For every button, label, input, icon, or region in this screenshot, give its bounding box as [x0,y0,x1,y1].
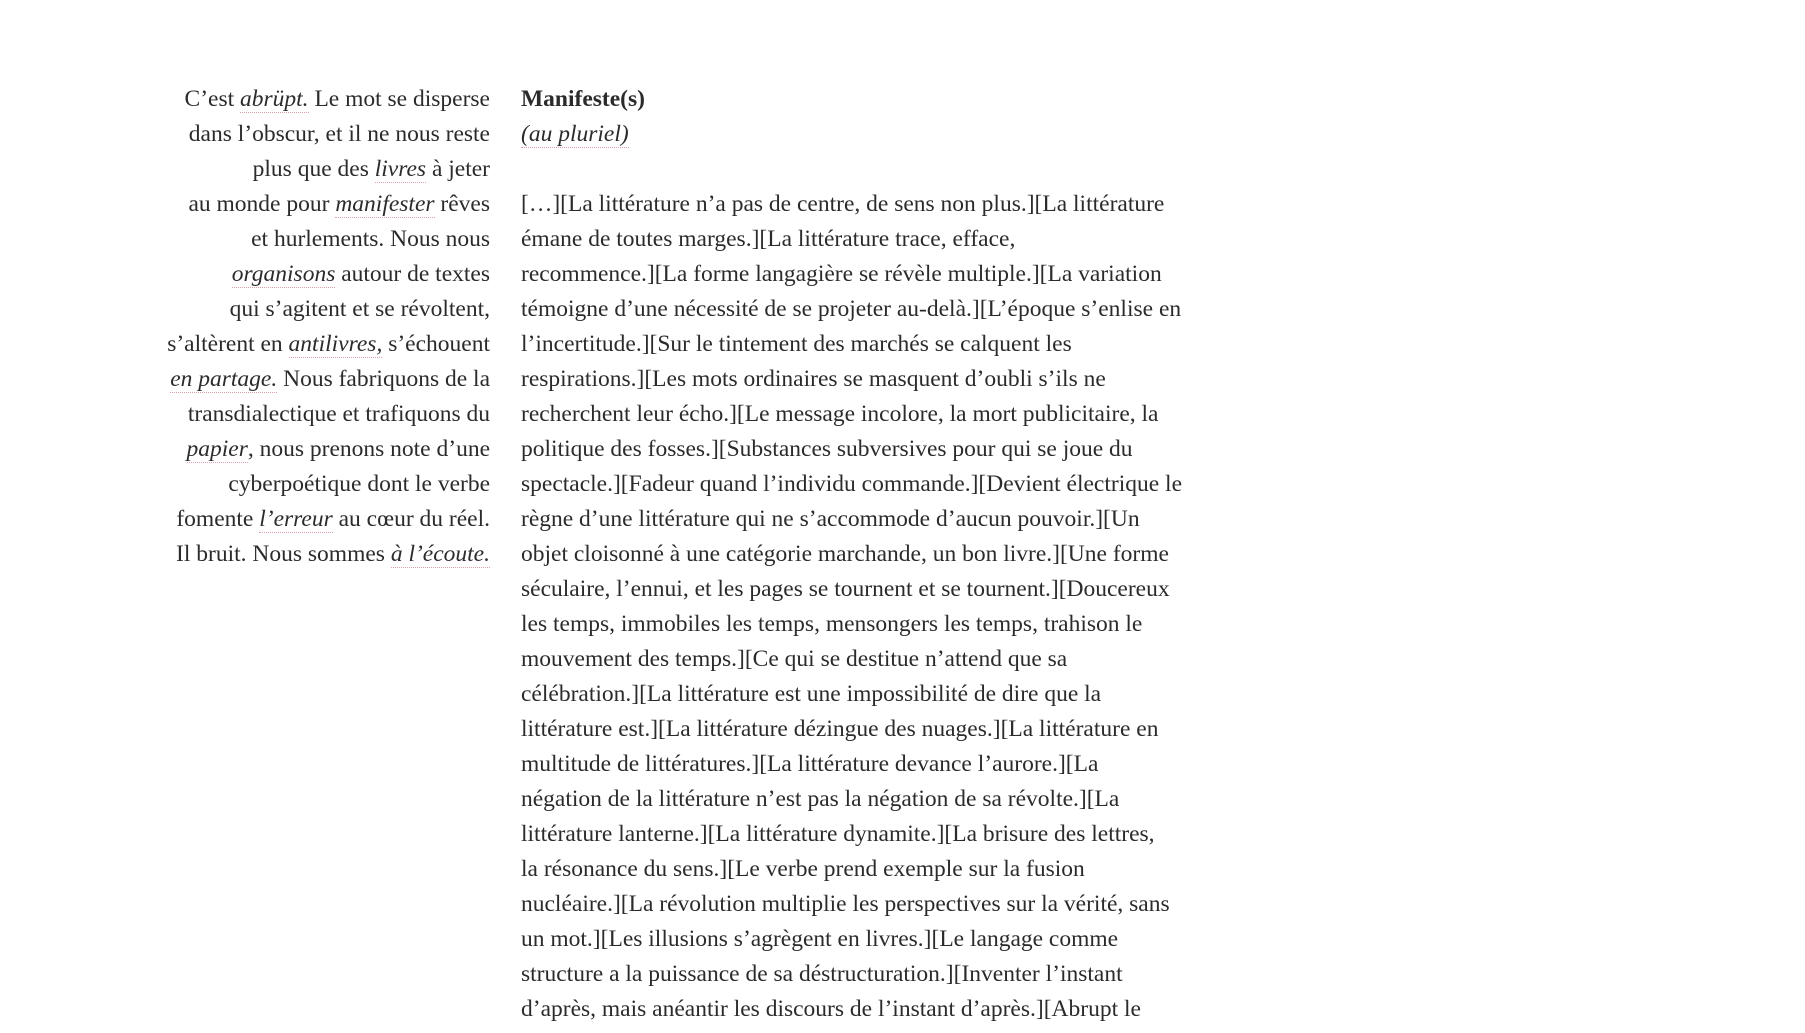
sidebar-line [140,467,490,502]
manifesto-line: mouvement des temps.][Ce qui se destitue n’attend que sa [521,646,1068,672]
manifesto-line: émane de toutes marges.][La littérature trace, efface, [521,226,1016,252]
manifesto-line: célébration.][La littérature est une impossibilité de dire que la [521,681,1102,707]
sidebar-text: plus que des [252,156,375,182]
sidebar-link[interactable]: organisons [231,261,336,287]
sidebar-text: s’altèrent en [167,331,289,357]
manifesto-line: règne d’une littérature qui ne s’accommode d’aucun pouvoir.][Un [521,506,1140,532]
sidebar-text: C’est [184,86,240,112]
manifesto-body [521,187,1241,1027]
sidebar-text: autour de textes [335,261,490,287]
sidebar-link[interactable]: abrüpt. [240,86,309,112]
sidebar-line [140,502,490,537]
sidebar-text: Le mot se disperse [308,86,490,112]
page-title: Manifeste(s) [521,86,645,112]
sidebar-line [140,327,490,362]
sidebar-link[interactable]: antilivres, [288,331,383,357]
sidebar-text: Il bruit. Nous sommes [176,541,391,567]
manifesto-line: politique des fosses.][Substances subversives pour qui se joue du [521,436,1133,462]
sidebar-line [140,82,490,117]
manifesto-line: recherchent leur écho.][Le message incolore, la mort publicitaire, la [521,401,1159,427]
manifesto-article [521,82,1241,1027]
sidebar-intro [140,82,490,572]
manifesto-line: littérature est.][La littérature dézingue des nuages.][La littérature en [521,716,1159,742]
manifesto-line: nucléaire.][La révolution multiplie les perspectives sur la vérité, sans [521,891,1170,917]
sidebar-line [140,187,490,222]
sidebar-text: fomente [176,506,260,532]
sidebar-link[interactable]: en partage. [170,366,278,392]
sidebar-line [140,397,490,432]
subtitle-line [521,117,1241,152]
sidebar-text: s’échouent [382,331,490,357]
manifesto-line: les temps, immobiles les temps, mensongers les temps, trahison le [521,611,1143,637]
sidebar-text: rêves [434,191,490,217]
manifesto-line: recommence.][La forme langagière se révèle multiple.][La variation [521,261,1162,287]
manifesto-line: séculaire, l’ennui, et les pages se tournent et se tournent.][Doucereux [521,576,1170,602]
sidebar-line [140,292,490,327]
sidebar-line [140,537,490,572]
sidebar-line [140,257,490,292]
sidebar-line [140,222,490,257]
manifesto-line: négation de la littérature n’est pas la négation de sa révolte.][La [521,786,1120,812]
manifesto-line: littérature lanterne.][La littérature dynamite.][La brisure des lettres, [521,821,1155,847]
page-subtitle: (au pluriel) [521,121,629,147]
manifesto-line: objet cloisonné à une catégorie marchande, un bon livre.][Une forme [521,541,1169,567]
sidebar-line [140,362,490,397]
sidebar-text: et hurlements. Nous nous [251,226,490,252]
sidebar-link[interactable]: papier [186,436,248,462]
manifesto-line: multitude de littératures.][La littérature devance l’aurore.][La [521,751,1099,777]
sidebar-line [140,152,490,187]
manifesto-line: témoigne d’une nécessité de se projeter au-delà.][L’époque s’enlise en [521,296,1182,322]
sidebar-text: à jeter [426,156,490,182]
sidebar-line [140,432,490,467]
sidebar-text: transdialectique et trafiquons du [187,401,490,427]
manifesto-line: l’incertitude.][Sur le tintement des marchés se calquent les [521,331,1072,357]
sidebar-text: au cœur du réel. [332,506,490,532]
sidebar-text: au monde pour [188,191,336,217]
manifesto-line: structure a la puissance de sa déstructuration.][Inventer l’instant [521,961,1123,987]
sidebar-text: , nous prenons note d’une [247,436,490,462]
manifesto-line: la résonance du sens.][Le verbe prend exemple sur la fusion [521,856,1085,882]
sidebar-text: Nous fabriquons de la [277,366,490,392]
sidebar-text: qui s’agitent et se révoltent, [229,296,490,322]
sidebar-text: cyberpoétique dont le verbe [228,471,490,497]
sidebar-text: dans l’obscur, et il ne nous reste [188,121,490,147]
sidebar-link[interactable]: manifester [335,191,435,217]
sidebar-line [140,117,490,152]
manifesto-line: respirations.][Les mots ordinaires se masquent d’oubli s’ils ne [521,366,1106,392]
manifesto-line: […][La littérature n’a pas de centre, de sens non plus.][La littérature [521,191,1165,217]
manifesto-line: spectacle.][Fadeur quand l’individu commande.][Devient électrique le [521,471,1182,497]
manifesto-line: d’après, mais anéantir les discours de l’instant d’après.][Abrupt le [521,996,1141,1022]
sidebar-link[interactable]: à l’écoute. [390,541,490,567]
manifesto-line: un mot.][Les illusions s’agrègent en livres.][Le langage comme [521,926,1119,952]
sidebar-link[interactable]: livres [374,156,427,182]
sidebar-link[interactable]: l’erreur [259,506,333,532]
